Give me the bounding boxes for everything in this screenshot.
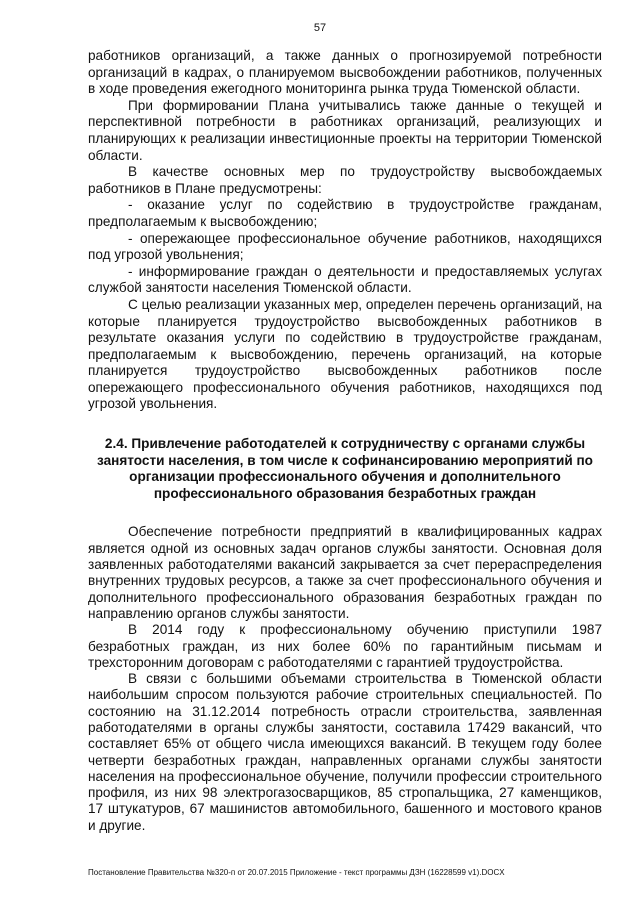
list-item: - информирование граждан о деятельности и предоставляемых услугах службой занятости населения Тюменской области. [88, 263, 602, 296]
paragraph: В 2014 году к профессиональному обучению приступили 1987 безработных граждан, из них более 60% по гарантийным письмам и трехсторонним договорам с работодателями с гарантией трудоустройства. [88, 622, 602, 670]
section-body [88, 524, 602, 834]
document-body [88, 48, 602, 834]
paragraph: В связи с большими объемами строительства в Тюменской области наибольшим спросом пользуются рабочие строительных специальностей. По состоянию на 31.12.2014 потребность отрасли строительства, заявленная работодателями в органы службы занятости, составила 17429 вакансий, что составляет 65% от общего числа имеющихся вакансий. В текущем году более четверти безработных граждан, направленных органами службы занятости населения на профессиональное обучение, получили профессии строительного профиля, из них 98 электрогазосварщиков, 85 стропальщика, 27 каменщиков, 17 штукатуров, 67 машинистов автомобильного, башенного и мостового кранов и другие. [88, 671, 602, 833]
paragraph: С целью реализации указанных мер, определен перечень организаций, на которые планируется трудоустройство высвобожденных работников в результате оказания услуги по содействию в трудоустройстве гражданам, предполагаемым к высвобождению, перечень организаций, на которые планируется трудоустройство высвобожденных работников после опережающего профессионального обучения работников, находящихся под угрозой увольнения. [88, 296, 602, 412]
section-heading: 2.4. Привлечение работодателей к сотрудничеству с органами службы занятости населения, в том числе к софинансированию мероприятий по организации профессионального обучения и дополнительного профессионального образования безработных граждан [97, 436, 593, 501]
paragraph: При формировании Плана учитывались также данные о текущей и перспективной потребности в работниках организаций, реализующих и планирующих к реализации инвестиционные проекты на территории Тюменской области. [88, 97, 602, 163]
paragraph: В качестве основных мер по трудоустройству высвобождаемых работников в Плане предусмотрены: [88, 164, 602, 196]
page-number: 57 [313, 22, 327, 34]
paragraph: Обеспечение потребности предприятий в квалифицированных кадрах является одной из основных задач органов службы занятости. Основная доля заявленных работодателями вакансий закрывается за счет перераспределения внутренних трудовых ресурсов, а также за счет профессионального обучения и дополнительного профессионального образования безработных граждан по направлению органов службы занятости. [88, 524, 602, 621]
list-item: - оказание услуг по содействию в трудоустройстве гражданам, предполагаемым к высвобождению; [88, 197, 602, 229]
page-footer: Постановление Правительства №320-п от 20.07.2015 Приложение - текст программы ДЗН (16228599 v1).DOCX [88, 868, 505, 877]
paragraph-continuation: работников организаций, а также данных о прогнозируемой потребности организаций в кадрах, о планируемом высвобождении работников, полученных в ходе проведения ежегодного мониторинга рынка труда Тюменской области. [88, 48, 602, 97]
list-item: - опережающее профессиональное обучение работников, находящихся под угрозой увольнения; [88, 230, 602, 263]
